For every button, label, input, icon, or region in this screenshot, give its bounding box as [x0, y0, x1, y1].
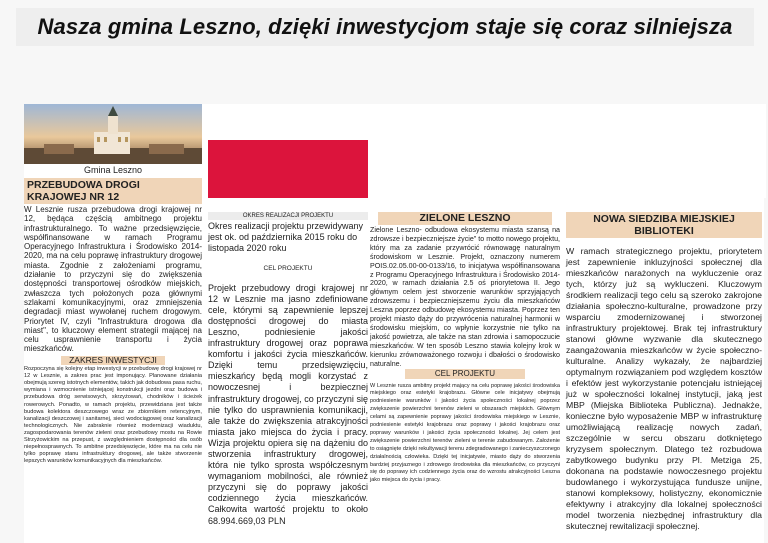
section-heading-library: NOWA SIEDZIBA MIEJSKIEJ BIBLIOTEKI: [566, 212, 762, 238]
scope-body: Rozpoczyna się kolejny etap inwestycji w przebudowę drogi krajowej nr 12 w Lesznie, a zakres prac jest imponujący. Planowane działania obejmują szereg istotnych elementów, takich jak dobudowa pasa ruchu, wymiana i wzmocnienie istniejącej konstrukcji jezdni oraz budowa i przebudowa dróg serwisowych, skrzyżowań, chodników i ścieżek rowerowych. Ponadto, w ramach projektu, przewidziana jest także budowa kolektora deszczowego wraz ze zbiornikiem retencyjnym, kanalizacji deszczowej i sanitarnej, sieci wodociągowej oraz kanalizacji technologicznych. Nie zabraknie również modernizacji wiaduktu, zagospodarowania terenów zieleni oraz przebudowy mostu na Rowie Strzyżowickim na przepust, z uwzględnieniem dostępności dla osób niepełnosprawnych. To ambitne przedsięwzięcie, które ma na celu nie tylko poprawę stanu infrastruktury drogowej, ale także stworzenie lepszych warunków komunikacyjnych dla mieszkańców.: [24, 366, 202, 465]
column-library: [566, 212, 762, 532]
goal-body: Projekt przebudowy drogi krajowej nr 12 w Lesznie ma jasno zdefiniowane cele, którymi są zapewnienie lepszej dostępności drogowej do miasta Leszno, podniesienie jakości infrastruktury drogowej oraz poprawa komfortu i jakości życia mieszkańców. Dzięki temu przedsięwzięciu, mieszkańcy będą mogli korzystać z nowoczesnej i bezpiecznej infrastruktury drogowej, co przyczyni się nie tylko do usprawnienia komunikacji, ale także do zwiększenia atrakcyjności miasta jako miejsca do życia i pracy. Wizja projektu opiera się na dążeniu do stworzenia infrastruktury drogowej, która nie tylko sprosta współczesnym wymaganiom mobilności, ale również przyczyni się do poprawy jakości codziennego życia mieszkańców. Całkowita wartość projektu to około 68.994.669,03 PLN: [208, 282, 368, 526]
title-band: [16, 8, 754, 46]
section-heading-green: ZIELONE LESZNO: [378, 212, 552, 225]
section-heading-road: PRZEBUDOWA DROGI KRAJOWEJ NR 12: [24, 178, 202, 204]
section-heading-period: OKRES REALIZACJI PROJEKTU: [208, 212, 368, 220]
page-title: Nasza gmina Leszno, dzięki inwestycjom staje się coraz silniejsza: [37, 14, 733, 39]
photo-caption: Gmina Leszno: [83, 165, 143, 175]
green-body: Zielone Leszno- odbudowa ekosystemu miasta szansą na zdrowsze i bezpieczniejsze życie" to motto nowego projektu, który ma za zadanie przywrócić równowagę naturalnym środowiskom w Lesznie. Projekt, oznaczony numerem POIS.02.05.00-00-0133/16, to inicjatywa współfinansowana z Programu Operacyjnego Infrastruktura i Środowisko 2014-2020, w ramach działania 2.5 oś priorytetowa II. Jego głównym celem jest stworzenie warunków sprzyjających zdrowszemu i bezpieczniejszemu życiu dla mieszkańców Leszna poprzez odbudowę ekosystemu miasta. Poprzez ten projekt miasto dąży do przywrócenia naturalnej harmonii w środowisku miejskim, co wpłynie korzystnie nie tylko na jakość powietrza, ale także na stan zdrowia i samopoczucie mieszkańców. W ten sposób Leszno stawia kolejny krok w kierunku zrównoważonego rozwoju i dbałości o środowisko naturalne.: [370, 226, 560, 368]
section-subheading-scope: ZAKRES INWESTYCJI: [61, 356, 165, 365]
period-text: Okres realizacji projektu przewidywany jest ok. od października 2015 roku do listopada 2020 roku: [208, 221, 364, 254]
library-body: W ramach strategicznego projektu, priorytetem jest zapewnienie inkluzyjności społecznej dla mieszkańców narażonych na wykluczenie oraz tych, którzy już są wykluczeni. Kluczowym środkiem realizacji tego celu są szeroko zakrojone działania społeczno-kulturalne, prowadzone przy wsparciu zmodernizowanej i stworzonej infrastruktury projektowej. Brak tej infrastruktury stanowi główne wyzwanie dla skutecznego zaangażowania mieszkańców w życie społeczno-kulturalne. Analizy wykazały, że najbardziej optymalnym rozwiązaniem pod względem kosztów i efektów jest wykorzystanie potencjału istniejącej już w społeczności lokalnej instytucji, jaką jest MBP (Miejska Biblioteka Publiczna). Jednakże, konieczne było wyposażenie MBP w infrastrukturę umożliwiającą realizację nowych zadań, szczególnie w sercu obszaru dotkniętego kryzysem społecznym. Dlatego też rozbudowa zabytkowego budynku przy Pl. Metziga 25, dokonana na podstawie nowoczesnego projektu budowlanego i wykorzystująca fundusze unijne, stanowi kompleksowy, holistyczny, ekonomicznie efektywny i atrakcyjny dla lokalnej społeczności model tworzenia niezbędnej infrastruktury dla skutecznej rewitalizacji społecznej.: [566, 246, 762, 531]
banner-area: [368, 104, 766, 198]
flag-red-stripe: [208, 140, 368, 198]
section-subheading-green-goal: CEL PROJEKTU: [405, 369, 525, 379]
column-project-period: [208, 212, 368, 527]
flag-white-stripe: [208, 104, 368, 140]
column-green: [370, 212, 560, 485]
town-hall-photo: [24, 104, 202, 164]
green-goal-body: W Lesznie rusza ambitny projekt mający na celu poprawę jakości środowiska miejskiego oraz estetyki krajobrazu. Główne cele inicjatywy obejmują podniesienie warunków i jakości życia społeczności lokalnej poprzez zwiększenie powierzchni terenów zieleni w obszarach miejskich. Głównym celami są zapewnienie poprawy jakości środowiska miejskiego w Lesznie, podniesienie estetyki krajobrazu oraz poprawy i jakości krajobrazu oraz poprawy warunków i jakości życia społeczności lokalnej. Jej celem jest zwiększenie powierzchni terenów zieleni w terenie zabudowanym. Założenie to osiągnięte dzięki rekultywacji terenu zdegradowanego i zanieczyszczonego działalnością człowieka. Dzięki tej inicjatywie, miasto dąży do stworzenia bardziej przyjaznego i zdrowego środowiska dla mieszkańców, co przyczyni się do poprawy ich codziennego życia oraz do wzrostu atrakcyjności Leszna jako miejsca do życia i pracy.: [370, 382, 560, 484]
column-road: [24, 178, 202, 465]
section-subheading-goal: CEL PROJEKTU: [263, 265, 313, 273]
road-body: W Lesznie rusza przebudowa drogi krajowej nr 12, będąca częścią ambitnego projektu infrastrukturalnego. To ważne przedsięwzięcie, współfinansowane w ramach Programu Operacyjnego Infrastruktura i Środowisko 2014-2020, ma na celu poprawę infrastruktury drogowej miasta. Zgodnie z założeniami programu, działanie to przyczyni się do zwiększenia dostępności transportowej ośrodków miejskich, zwłaszcza tych położonych poza głównymi szlakami komunikacyjnymi, oraz zmniejszenia degradacji miast wywołanej ruchem drogowym. Priorytet IV, czyli "Infrastruktura drogowa dla miast", to kluczowy element strategii mającej na celu usprawnienie transportu i życia mieszkańców.: [24, 205, 202, 354]
